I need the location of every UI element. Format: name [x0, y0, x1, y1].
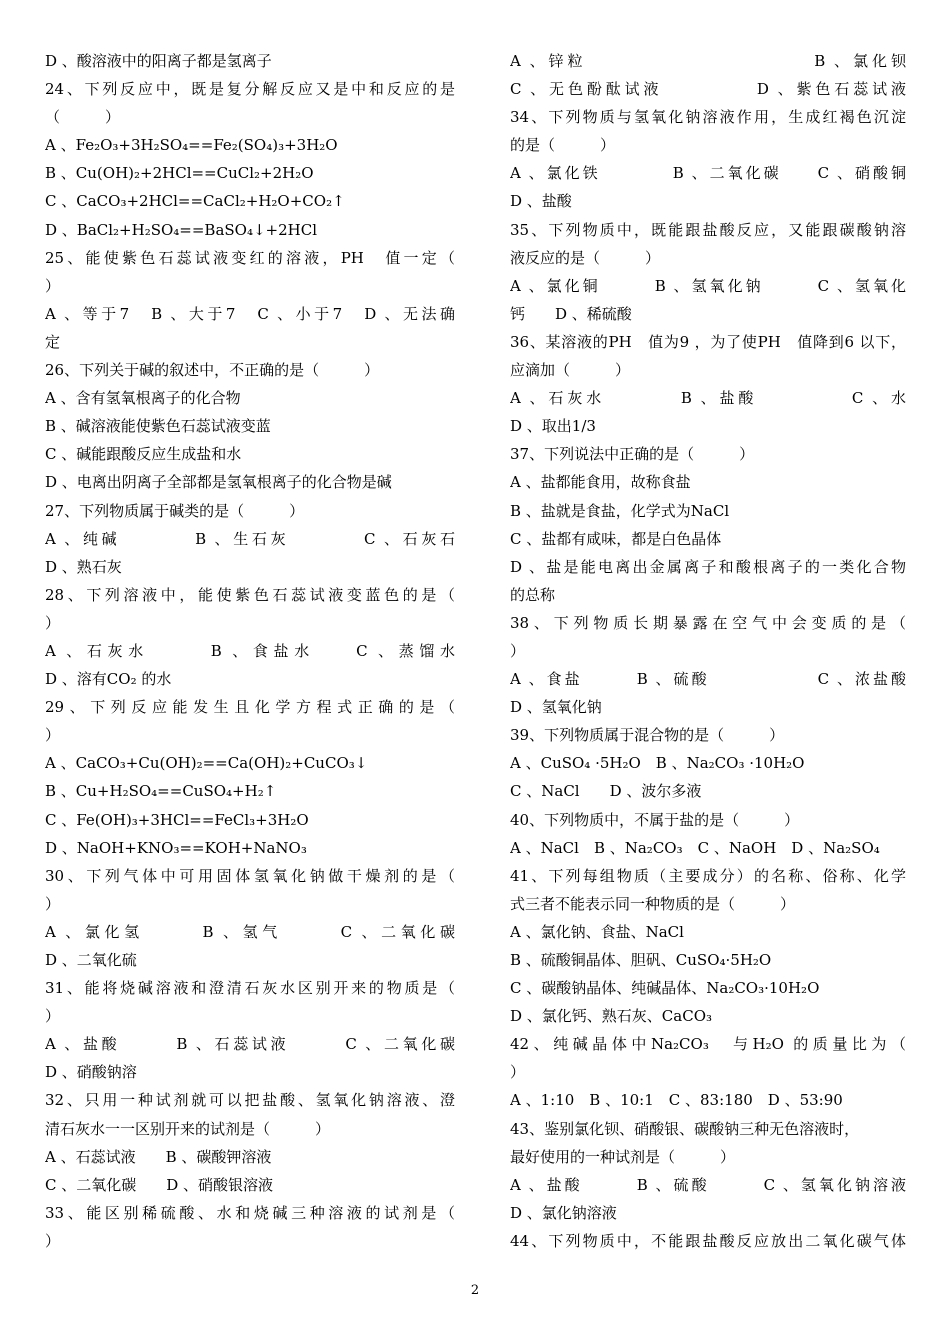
right-text-line: 42、纯碱晶体中Na₂CO₃ 与H₂O 的质量比为（: [510, 1035, 906, 1054]
left-text-line: B 、Cu+H₂SO₄==CuSO₄+H₂↑: [45, 782, 277, 801]
left-text-line: D 、二氧化硫: [45, 951, 137, 969]
left-text-line: A 、CaCO₃+Cu(OH)₂==Ca(OH)₂+CuCO₃↓: [45, 754, 368, 773]
right-text-line: D 、氯化钠溶液: [510, 1203, 617, 1222]
left-text-line: 31、能将烧碱溶液和澄清石灰水区别开来的物质是（: [45, 979, 455, 998]
left-text-line: D 、硝酸钠溶: [45, 1063, 137, 1082]
right-text-line: D 、氢氧化钠: [510, 698, 602, 717]
right-text-line: D 、取出1/3: [510, 417, 596, 436]
right-text-line: 的总称: [510, 585, 556, 604]
right-text-line: A 、NaCl B 、Na₂CO₃ C 、NaOH D 、Na₂SO₄: [510, 838, 880, 857]
left-text-line: （ ）: [45, 108, 121, 127]
right-text-line: A 、锌粒 B 、氯化钡: [510, 52, 906, 70]
right-text-line: C 、盐都有咸味，都是白色晶体: [510, 529, 722, 548]
left-text-line: C 、Fe(OH)₃+3HCl==FeCl₃+3H₂O: [45, 810, 309, 829]
right-text-line: A 、氯化铁 B 、二氧化碳 C 、硝酸铜: [510, 164, 906, 183]
left-text-line: ）: [45, 894, 61, 913]
right-text-line: 应滴加（ ）: [510, 361, 631, 380]
left-text-line: 清石灰水一一区别开来的试剂是（ ）: [45, 1119, 331, 1138]
right-text-line: A 、氯化钠、食盐、NaCl: [510, 922, 684, 941]
left-text-line: D 、酸溶液中的阳离子都是氢离子: [45, 52, 272, 70]
right-text-line: D 、氯化钙、熟石灰、CaCO₃: [510, 1007, 713, 1026]
left-text-line: A 、石灰水 B 、食盐水 C 、蒸馏水: [45, 641, 455, 660]
right-text-line: A 、1:10 B 、10:1 C 、83:180 D 、53:90: [510, 1091, 843, 1110]
left-text-line: D 、NaOH+KNO₃==KOH+NaNO₃: [45, 838, 307, 857]
left-text-line: B 、Cu(OH)₂+2HCl==CuCl₂+2H₂O: [45, 164, 314, 183]
right-text-line: 38、下列物质长期暴露在空气中会变质的是（: [510, 613, 906, 632]
right-text-line: 39、下列物质属于混合物的是（ ）: [510, 726, 785, 745]
right-text-line: 36、某溶液的PH 值为9 ，为了使PH 值降到6 以下，: [510, 332, 906, 351]
right-text-line: A 、石灰水 B 、盐酸 C 、水: [510, 389, 906, 408]
left-text-line: A 、Fe₂O₃+3H₂SO₄==Fe₂(SO₄)₃+3H₂O: [45, 136, 338, 155]
right-text-line: A 、盐酸 B 、硫酸 C 、氢氧化钠溶液: [510, 1175, 906, 1194]
right-text-line: B 、硫酸铜晶体、胆矾、CuSO₄·5H₂O: [510, 951, 772, 969]
right-column: [510, 47, 906, 1255]
left-text-line: ）: [45, 613, 61, 632]
right-text-line: 最好使用的一种试剂是（ ）: [510, 1147, 736, 1166]
right-text-line: B 、盐就是食盐，化学式为NaCl: [510, 501, 730, 520]
right-text-line: A 、CuSO₄ ·5H₂O B 、Na₂CO₃ ·10H₂O: [510, 754, 805, 773]
right-text-line: 41、下列每组物质（主要成分）的名称、俗称、化学: [510, 866, 906, 885]
right-text-line: 式三者不能表示同一种物质的是（ ）: [510, 894, 796, 913]
right-text-line: 液反应的是（ ）: [510, 248, 661, 267]
right-text-line: A 、食盐 B 、硫酸 C 、浓盐酸: [510, 670, 906, 689]
left-text-line: 29、下列反应能发生且化学方程式正确的是（: [45, 698, 455, 717]
left-text-line: ）: [45, 1007, 61, 1026]
left-text-line: A 、石蕊试液 B 、碳酸钾溶液: [45, 1147, 272, 1166]
left-text-line: 27、下列物质属于碱类的是（ ）: [45, 501, 305, 520]
right-text-line: 40、下列物质中，不属于盐的是（ ）: [510, 810, 800, 829]
left-text-line: 30、下列气体中可用固体氢氧化钠做干燥剂的是（: [45, 866, 455, 885]
page-number: 2: [470, 1283, 480, 1298]
right-text-line: D 、盐是能电离出金属离子和酸根离子的一类化合物: [510, 557, 906, 576]
left-text-line: A 、纯碱 B 、生石灰 C 、石灰石: [45, 529, 455, 548]
left-text-line: A 、含有氢氧根离子的化合物: [45, 389, 241, 408]
right-text-line: 34、下列物质与氢氧化钠溶液作用，生成红褐色沉淀: [510, 108, 906, 127]
right-text-line: 的是（ ）: [510, 136, 616, 155]
left-text-line: C 、二氧化碳 D 、硝酸银溶液: [45, 1175, 274, 1194]
left-text-line: 32、只用一种试剂就可以把盐酸、氢氧化钠溶液、澄: [45, 1091, 455, 1110]
right-text-line: 37、下列说法中正确的是（ ）: [510, 445, 755, 464]
right-text-line: A 、氯化铜 B 、氢氧化钠 C 、氢氧化: [510, 276, 906, 295]
right-text-line: ）: [510, 1063, 526, 1082]
left-text-line: ）: [45, 276, 61, 295]
left-text-line: 24、下列反应中，既是复分解反应又是中和反应的是: [45, 80, 455, 99]
left-text-line: D 、溶有CO₂ 的水: [45, 670, 172, 689]
left-text-line: D 、电离出阴离子全部都是氢氧根离子的化合物是碱: [45, 473, 392, 492]
left-text-line: 28、下列溶液中，能使紫色石蕊试液变蓝色的是（: [45, 585, 455, 604]
left-text-line: ）: [45, 1231, 61, 1250]
left-text-line: B 、碱溶液能使紫色石蕊试液变蓝: [45, 417, 271, 436]
left-text-line: A 、氯化氢 B 、氢气 C 、二氧化碳: [45, 922, 455, 941]
right-text-line: 44、下列物质中，不能跟盐酸反应放出二氧化碳气体: [510, 1231, 906, 1250]
left-text-line: D 、BaCl₂+H₂SO₄==BaSO₄↓+2HCl: [45, 220, 318, 239]
right-text-line: C 、碳酸钠晶体、纯碱晶体、Na₂CO₃·10H₂O: [510, 979, 820, 998]
left-column: [45, 47, 455, 1255]
right-text-line: A 、盐都能食用，故称食盐: [510, 473, 691, 492]
right-text-line: 43、鉴别氯化钡、硝酸银、碳酸钠三种无色溶液时，: [510, 1119, 860, 1138]
left-text-line: 33、能区别稀硫酸、水和烧碱三种溶液的试剂是（: [45, 1203, 455, 1222]
left-text-line: C 、碱能跟酸反应生成盐和水: [45, 445, 242, 464]
right-text-line: ）: [510, 641, 526, 660]
right-text-line: 钙 D 、稀硫酸: [510, 304, 632, 323]
left-text-line: D 、熟石灰: [45, 557, 122, 576]
left-text-line: 定: [45, 332, 61, 351]
left-text-line: C 、CaCO₃+2HCl==CaCl₂+H₂O+CO₂↑: [45, 192, 345, 211]
left-text-line: ）: [45, 726, 61, 745]
left-text-line: A 、等于7 B 、大于7 C 、小于7 D 、无法确: [45, 304, 455, 323]
left-text-line: A 、盐酸 B 、石蕊试液 C 、二氧化碳: [45, 1035, 455, 1054]
right-text-line: D 、盐酸: [510, 192, 572, 211]
left-text-line: 25、能使紫色石蕊试液变红的溶液，PH 值一定（: [45, 248, 455, 267]
right-text-line: C 、无色酚酞试液 D 、紫色石蕊试液: [510, 80, 906, 99]
right-text-line: 35、下列物质中，既能跟盐酸反应，又能跟碳酸钠溶: [510, 220, 906, 239]
left-text-line: 26、下列关于碱的叙述中，不正确的是（ ）: [45, 361, 380, 380]
right-text-line: C 、NaCl D 、波尔多液: [510, 782, 702, 801]
